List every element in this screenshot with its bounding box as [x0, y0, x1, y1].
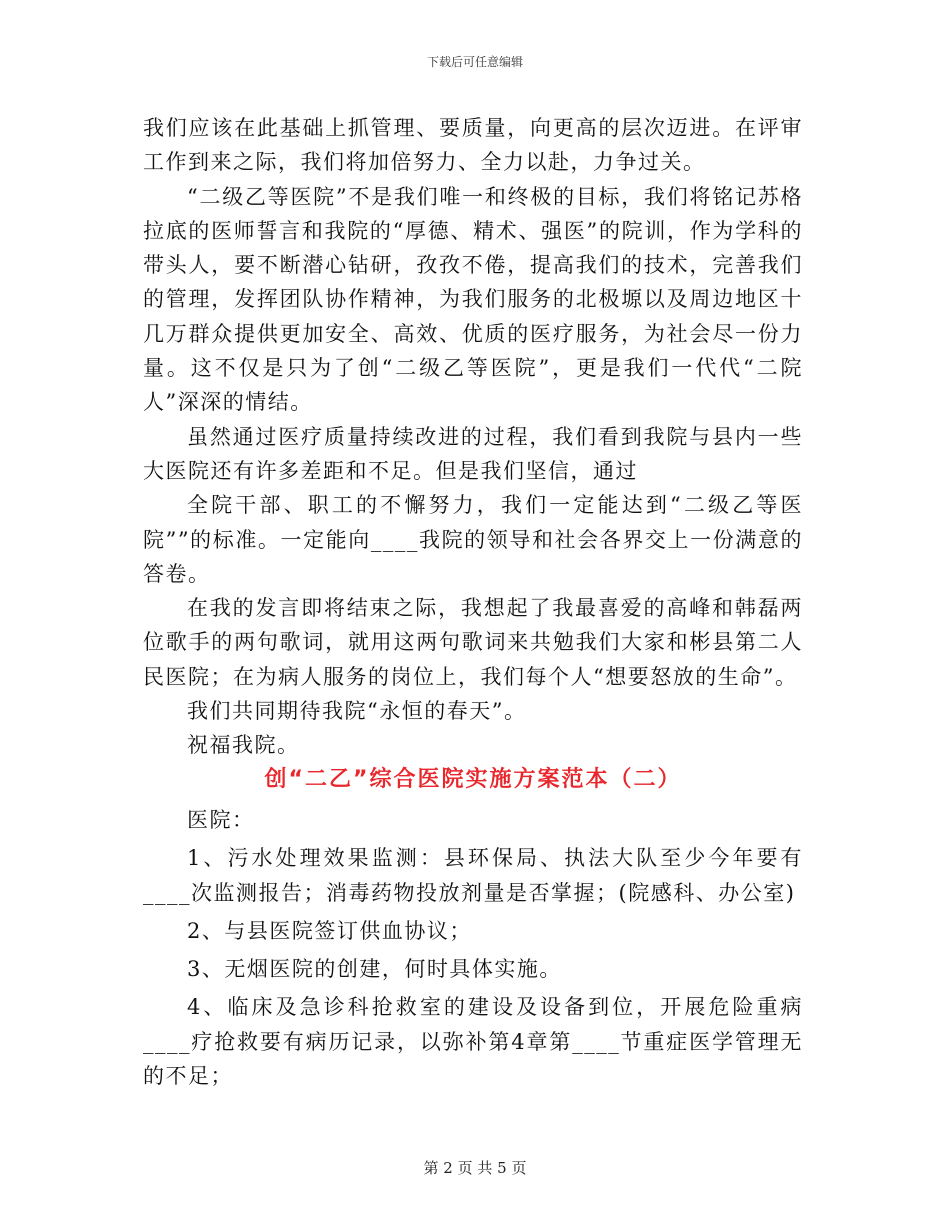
- section-item-1: 1、污水处理效果监测：县环保局、执法大队至少今年要有____次监测报告；消毒药物投放剂量是否掌握；(院感科、办公室): [143, 846, 803, 905]
- body-paragraph-6: 我们共同期待我院“永恒的春天”。: [187, 699, 527, 724]
- page-header: 下载后可任意编辑: [426, 55, 523, 69]
- section-title: 创“二乙”综合医院实施方案范本（二）: [264, 766, 682, 792]
- body-paragraph-4: 全院干部、职工的不懈努力，我们一定能达到“二级乙等医院””的标准。一定能向____我院的领导和社会各界交上一份满意的答卷。: [143, 493, 803, 586]
- document-body: [143, 111, 803, 1097]
- section-paragraph-hospital: 医院：: [187, 807, 255, 832]
- body-paragraph-3: 虽然通过医疗质量持续改进的过程，我们看到我院与县内一些大医院还有许多差距和不足。但是我们坚信，通过: [143, 424, 803, 483]
- page-footer: 第 2 页 共 5 页: [423, 1159, 527, 1177]
- body-paragraph-2: “二级乙等医院”不是我们唯一和终极的目标，我们将铭记苏格拉底的医师誓言和我院的“厚德、精术、强医”的院训，作为学科的带头人，要不断潜心钻研，孜孜不倦，提高我们的技术，完善我们的管理，发挥团队协作精神，为我们服务的北极塬以及周边地区十几万群众提供更加安全、高效、优质的医疗服务，为社会尽一份力量。这不仅是只为了创“二级乙等医院”，更是我们一代代“二院人”深深的情结。: [143, 184, 803, 415]
- section-item-4: 4、临床及急诊科抢救室的建设及设备到位，开展危险重病____疗抢救要有病历记录，以弥补第4章第____节重症医学管理无的不足；: [143, 995, 803, 1089]
- body-paragraph-7: 祝福我院。: [187, 733, 300, 758]
- body-paragraph-5: 在我的发言即将结束之际，我想起了我最喜爱的高峰和韩磊两位歌手的两句歌词，就用这两句歌词来共勉我们大家和彬县第二人民医院；在为病人服务的岗位上，我们每个人“想要怒放的生命”。: [143, 596, 803, 689]
- section-item-2: 2、与县医院签订供血协议；: [187, 918, 472, 943]
- section-list: [143, 803, 803, 1093]
- section-item-3: 3、无烟医院的创建，何时具体实施。: [187, 957, 562, 982]
- body-paragraph-1: 我们应该在此基础上抓管理、要质量，向更高的层次迈进。在评审工作到来之际，我们将加倍努力、全力以赴，力争过关。: [143, 116, 803, 175]
